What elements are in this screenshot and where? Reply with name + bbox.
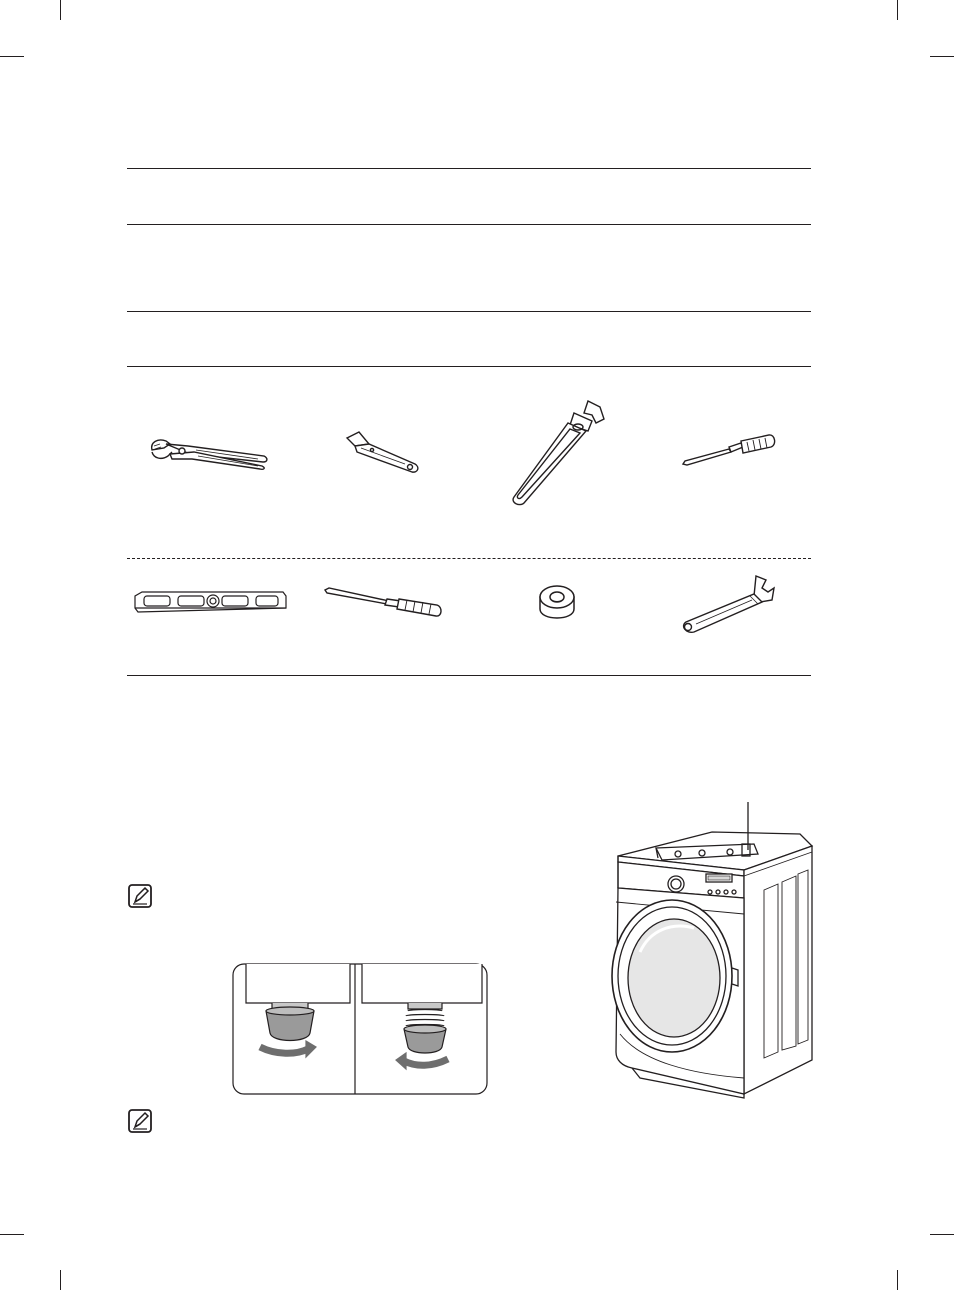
note-pencil-icon (127, 883, 153, 909)
crop-mark (897, 1270, 898, 1290)
crop-mark (0, 56, 24, 57)
section-rule (127, 675, 811, 676)
tape-roll-icon (536, 583, 578, 623)
section-rule (127, 224, 811, 225)
flat-screwdriver-icon (323, 587, 443, 617)
crop-mark (897, 0, 898, 20)
tools-row-divider (127, 558, 811, 559)
crop-mark (930, 1234, 954, 1235)
crop-mark (60, 1270, 61, 1290)
pipe-wrench-icon (508, 399, 608, 507)
leveling-feet-icon (232, 963, 488, 1096)
section-rule (127, 366, 811, 367)
washer-with-level-icon (602, 802, 818, 1098)
slip-joint-pliers-icon (146, 432, 270, 470)
crop-mark (60, 0, 61, 20)
section-rule (127, 311, 811, 312)
crop-mark (930, 56, 954, 57)
bubble-level-icon (134, 590, 287, 615)
adjustable-wrench-icon (680, 574, 775, 634)
section-rule (127, 168, 811, 169)
note-pencil-icon (127, 1108, 153, 1134)
crop-mark (0, 1234, 24, 1235)
phillips-screwdriver-icon (681, 435, 777, 467)
utility-knife-icon (345, 430, 421, 475)
